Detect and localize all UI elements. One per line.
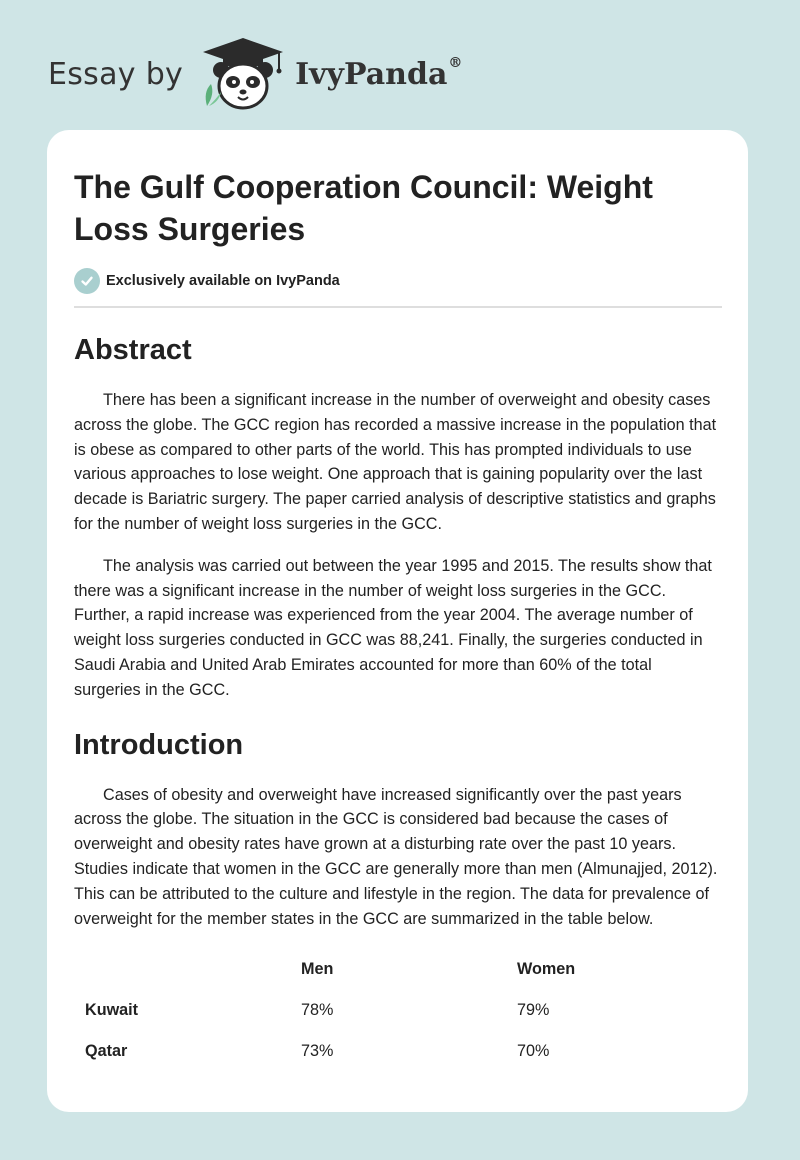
table-cell-women: 79% [517,1001,550,1020]
site-header [48,34,462,114]
exclusive-badge [74,268,722,294]
table-header-men: Men [301,960,334,979]
brand-name[interactable] [295,54,463,92]
table-row [74,1031,722,1072]
introduction-heading: Introduction [74,728,244,761]
brand-text: IvyPanda [295,56,448,92]
abstract-paragraph: The analysis was carried out between the year 1995 and 2015. The results show that there was a significant increase in the number of weight loss surgeries in the GCC. Further, a rapid increase was experienced from the year 2004. The average number of weight loss surgeries conducted in GCC was 88,241. Finally, the surgeries conducted in Saudi Arabia and United Arab Emirates accounted for more than 60% of the total surgeries in the GCC. [74,556,712,699]
table-header-empty [74,949,301,990]
abstract-paragraph: There has been a significant increase in the number of overweight and obesity cases across the globe. The GCC region has recorded a massive increase in the population that is obese as compared to other parts of the world. This has prompted individuals to use various approaches to lose weight. One approach that is gaining popularity over the last decade is Bariatric surgery. The paper carried analysis of descriptive statistics and graphs for the number of weight loss surgeries in the GCC. [74,391,717,533]
essay-by-label: Essay by [48,56,184,92]
introduction-paragraph: Cases of obesity and overweight have increased significantly over the past years across the globe. The situation in the GCC is considered bad because the cases of overweight and obesity rates have grown at a disturbing rate over the past 10 years. Studies indicate that women in the GCC are generally more than men (Almunajjed, 2012). This can be attributed to the culture and lifestyle in the region. The data for prevalence of overweight for the member states in the GCC are summarized in the table below. [74,785,718,928]
overweight-prevalence-table [74,949,722,1072]
table-cell-men: 78% [301,1001,334,1020]
essay-card [47,130,748,1112]
table-cell-women: 70% [517,1042,550,1061]
page-title: The Gulf Cooperation Council: Weight Loss Surgeries [74,169,653,247]
table-header-row [74,949,722,990]
table-row [74,990,722,1031]
registered-mark: ® [448,54,463,71]
table-cell-country: Kuwait [85,1001,139,1020]
exclusive-badge-label: Exclusively available on IvyPanda [106,273,340,289]
table-cell-men: 73% [301,1042,334,1061]
panda-graduate-logo-icon[interactable] [199,36,287,112]
check-circle-icon [74,268,100,294]
divider [74,306,722,308]
abstract-heading: Abstract [74,334,192,366]
table-cell-country: Qatar [85,1042,128,1061]
table-header-women: Women [517,960,576,979]
